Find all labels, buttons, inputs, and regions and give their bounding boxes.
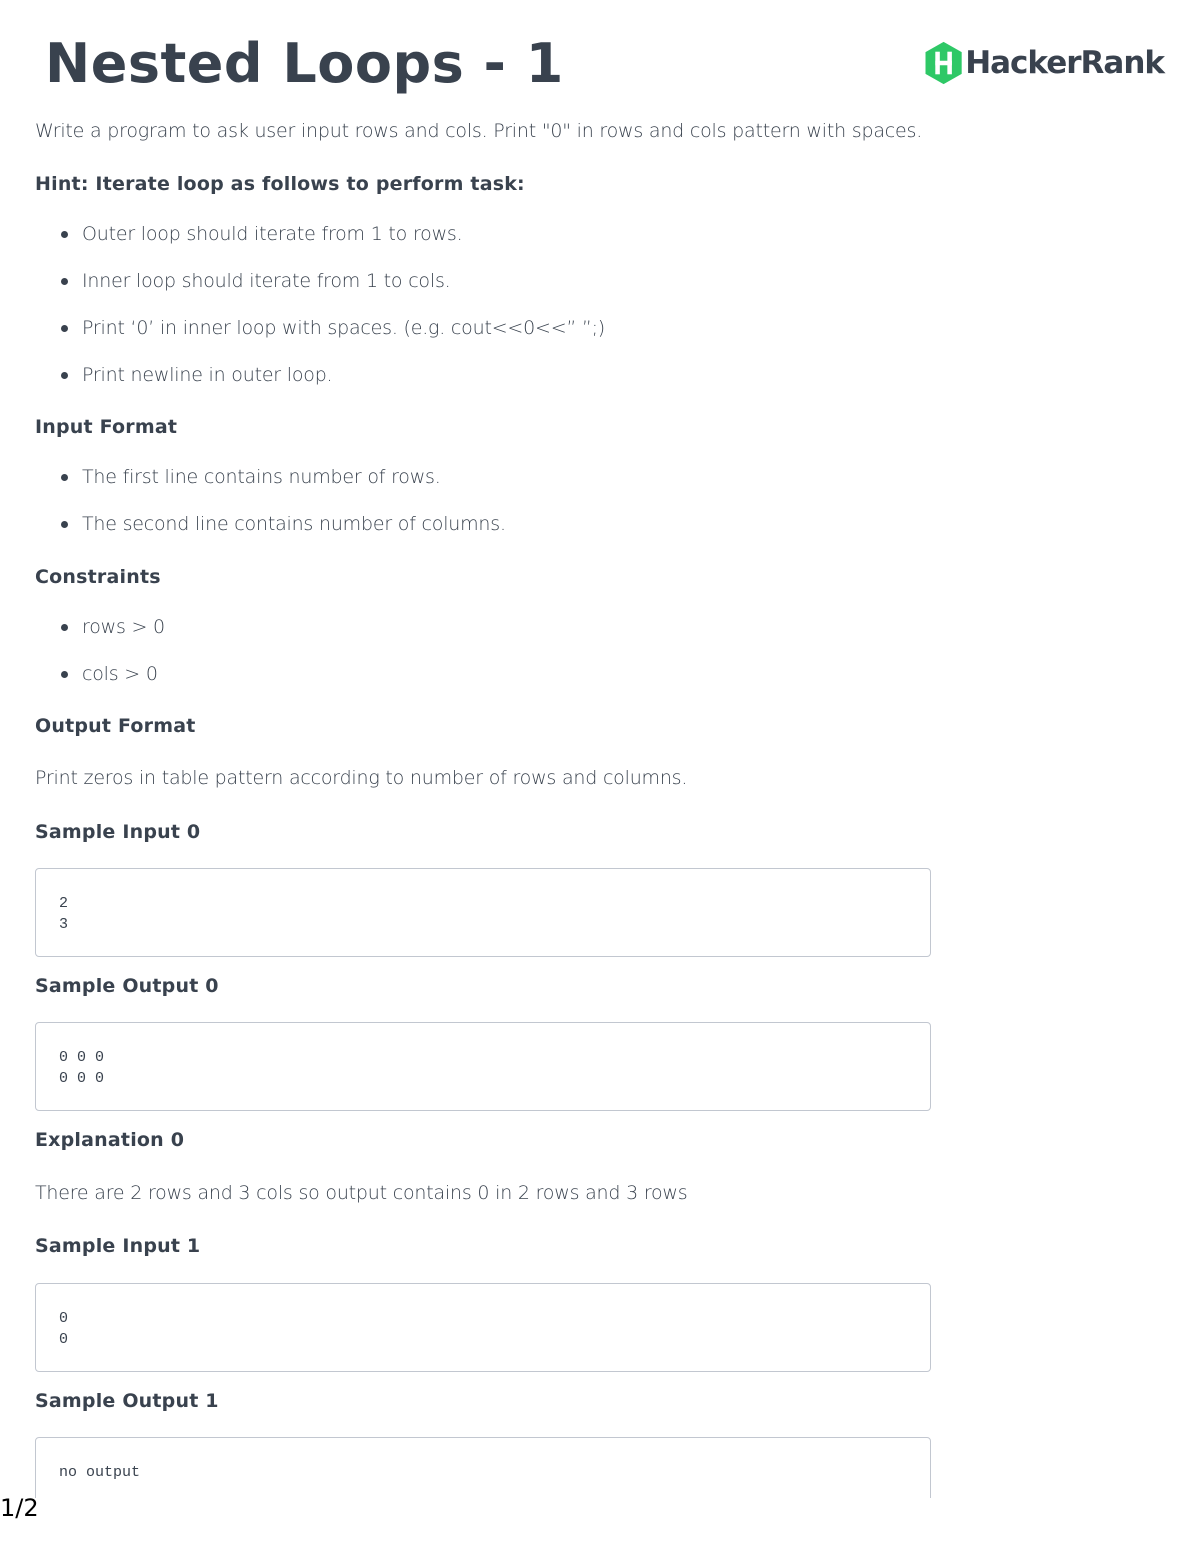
output-format-text: Print zeros in table pattern according to number of rows and columns.: [35, 767, 688, 789]
page-header: [0, 0, 1200, 110]
code-line: 3: [59, 916, 69, 933]
code-line: 0: [59, 1310, 69, 1327]
problem-description: Write a program to ask user input rows and cols. Print "0" in rows and cols pattern with spaces.: [35, 120, 923, 142]
code-line: 2: [59, 895, 69, 912]
sample-input-1-code: [35, 1283, 931, 1372]
page-number: 1/2: [0, 1494, 39, 1522]
input-format-heading: Input Format: [35, 416, 178, 438]
logo-wordmark: HackerRank: [965, 45, 1164, 81]
list-item: The first line contains number of rows.: [35, 464, 935, 490]
constraints-heading: Constraints: [35, 566, 161, 588]
page-title: Nested Loops - 1: [45, 32, 564, 95]
list-item: Print ‘0’ in inner loop with spaces. (e.g. cout<<0<<” ”;): [35, 315, 935, 341]
explanation-0-text: There are 2 rows and 3 cols so output contains 0 in 2 rows and 3 rows: [35, 1182, 688, 1204]
list-item: cols > 0: [35, 661, 935, 687]
hackerrank-hexagon-logo-icon: [924, 34, 963, 92]
sample-output-0-heading: Sample Output 0: [35, 975, 219, 997]
code-line: 0 0 0: [59, 1049, 105, 1066]
sample-input-1-heading: Sample Input 1: [35, 1235, 201, 1257]
sample-output-1-code: [35, 1437, 931, 1498]
sample-input-0-heading: Sample Input 0: [35, 821, 201, 843]
list-item: Print newline in outer loop.: [35, 362, 935, 388]
constraints-list: [35, 614, 935, 687]
explanation-0-heading: Explanation 0: [35, 1129, 185, 1151]
list-item: The second line contains number of columns.: [35, 511, 935, 537]
hackerrank-logo: [924, 34, 1164, 92]
hint-list: [35, 221, 935, 388]
code-line: no output: [59, 1464, 141, 1481]
code-line: 0: [59, 1331, 69, 1348]
list-item: Inner loop should iterate from 1 to cols.: [35, 268, 935, 294]
hint-heading: Hint: Iterate loop as follows to perform task:: [35, 173, 525, 195]
problem-statement: [35, 112, 935, 1498]
sample-input-0-code: [35, 868, 931, 957]
sample-output-1-heading: Sample Output 1: [35, 1390, 219, 1412]
sample-output-0-code: [35, 1022, 931, 1111]
list-item: rows > 0: [35, 614, 935, 640]
list-item: Outer loop should iterate from 1 to rows.: [35, 221, 935, 247]
code-line: 0 0 0: [59, 1070, 105, 1087]
output-format-heading: Output Format: [35, 715, 196, 737]
input-format-list: [35, 464, 935, 537]
